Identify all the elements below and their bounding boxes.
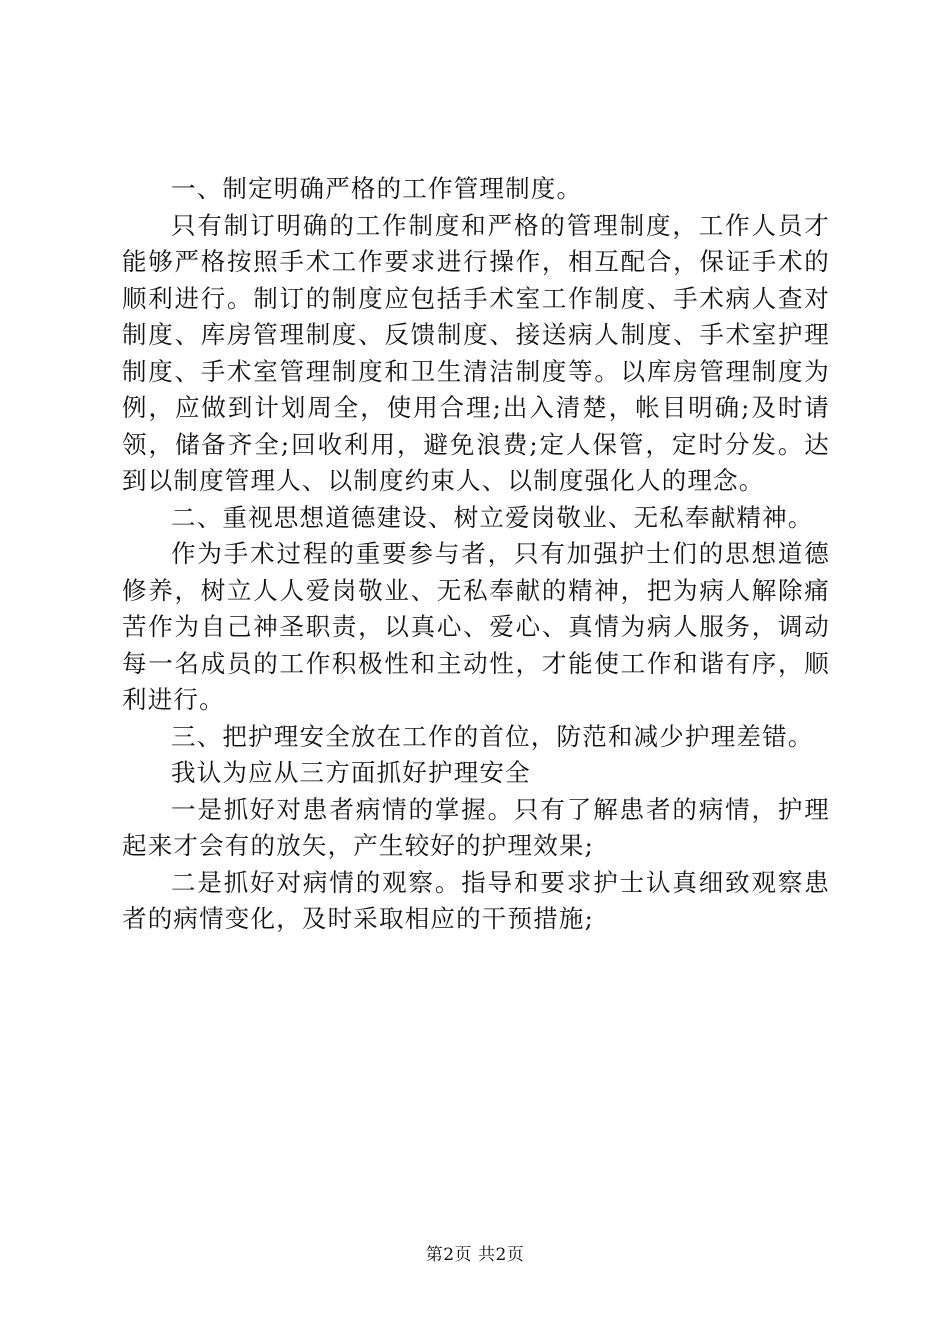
page-footer: 第2页 共2页	[425, 1245, 525, 1265]
paragraph: 一是抓好对患者病情的掌握。只有了解患者的病情，护理起来才会有的放矢，产生较好的护理效果;	[122, 794, 830, 860]
paragraph: 作为手术过程的重要参与者，只有加强护士们的思想道德修养，树立人人爱岗敬业、无私奉献的精神，把为病人解除痛苦作为自己神圣职责，以真心、爱心、真情为病人服务，调动每一名成员的工作积极性和主动性，才能使工作和谐有序，顺利进行。	[122, 539, 830, 714]
heading-2: 二、重视思想道德建设、树立爱岗敬业、无私奉献精神。	[171, 502, 814, 532]
heading-1: 一、制定明确严格的工作管理制度。	[171, 174, 583, 203]
paragraph: 我认为应从三方面抓好护理安全	[171, 758, 531, 787]
paragraph: 只有制订明确的工作制度和严格的管理制度，工作人员才能够严格按照手术工作要求进行操作，相互配合，保证手术的顺利进行。制订的制度应包括手术室工作制度、手术病人查对制度、库房管理制度、反馈制度、接送病人制度、手术室护理制度、手术室管理制度和卫生清洁制度等。以库房管理制度为例，应做到计划周全，使用合理;出入清楚，帐目明确;及时请领，储备齐全;回收利用，避免浪费;定人保管，定时分发。达到以制度管理人、以制度约束人、以制度强化人的理念。	[122, 210, 830, 495]
document-body	[122, 171, 830, 938]
heading-3: 三、把护理安全放在工作的首位，防范和减少护理差错。	[171, 721, 814, 751]
paragraph: 二是抓好对病情的观察。指导和要求护士认真细致观察患者的病情变化，及时采取相应的干预措施;	[122, 867, 830, 933]
